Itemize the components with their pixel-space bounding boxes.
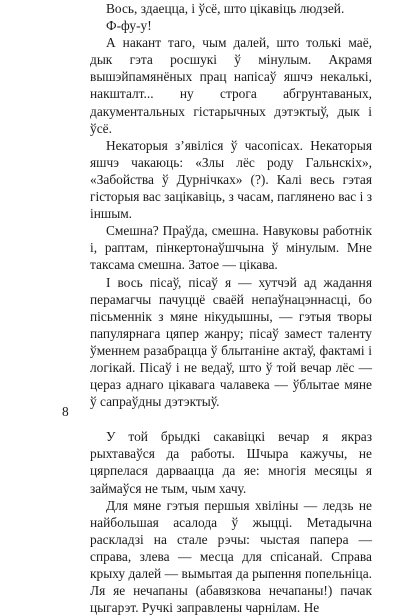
paragraph: Ф-фу-у!	[106, 18, 152, 34]
paragraph: Вось, здаецца, і ўсё, што цікавіць людзей.	[106, 1, 345, 16]
page-body	[90, 0, 372, 616]
paragraph: Смешна? Праўда, смешна. Навуковы работнік і, раптам, пінкертонаўшчына ў мінулым. Мне таксама смешна. Затое — цікава.	[90, 223, 372, 273]
page-number: 8	[62, 404, 69, 419]
paragraph: І вось пісаў, пісаў я — хутчэй ад жадання перамагчы пачуццё сваёй непаўнацэннасці, бо пісьменнік з мяне нікудышны, — гэтыя творы папулярнага цяпер жанру; пісаў замест таленту ўменнем разабрацца ў блытаніне актаў, фактамі і логікай. Пісаў і не ведаў, што ў той вечар лёс — цераз аднаго цікавага чалавека — ўблытае мяне ў сапраўдны дэтэктыў.	[90, 274, 372, 410]
paragraph: Некаторыя з’явіліся ў часопісах. Некаторыя яшчэ чакаюць: «Злы лёс роду Гальнскіх», «Забойства ў Дурнічках» (?). Калі весь гэтая гісторыя вас зацікавіць, з часам, паглянено вас і з іншым.	[90, 137, 372, 222]
section-break	[90, 410, 372, 428]
paragraph: У той брыдкі сакавіцкі вечар я якраз рыхтаваўся да работы. Шчыра кажучы, не цярпелася дарваацца да яе: многія месяцы я займаўся не тым, чым хачу.	[90, 429, 372, 496]
paragraph: Для мяне гэтыя першыя хвіліны — ледзь не найбольшая асалода ў жыцці. Метадычна раскладзі на стале рэчы: чыстая папера — справа, злева — месца для спісанай. Справа крыху далей — вымытая да рыпення попельніца. Ля яе нечапаны (абавязкова нечапаны!) пачак цыгарэт. Ручкі заправлены чарнілам. Не	[90, 497, 372, 616]
paragraph: А накант таго, чым далей, што толькі маё, дык гэта росшукі ў мінулым. Акрамя вышэйпамянёных прац напісаў яшчэ некалькі, накшталт... ну строга абгрунтаваных, дакументальных гістарычных дэтэктыў, дык і ўсё.	[90, 35, 372, 136]
